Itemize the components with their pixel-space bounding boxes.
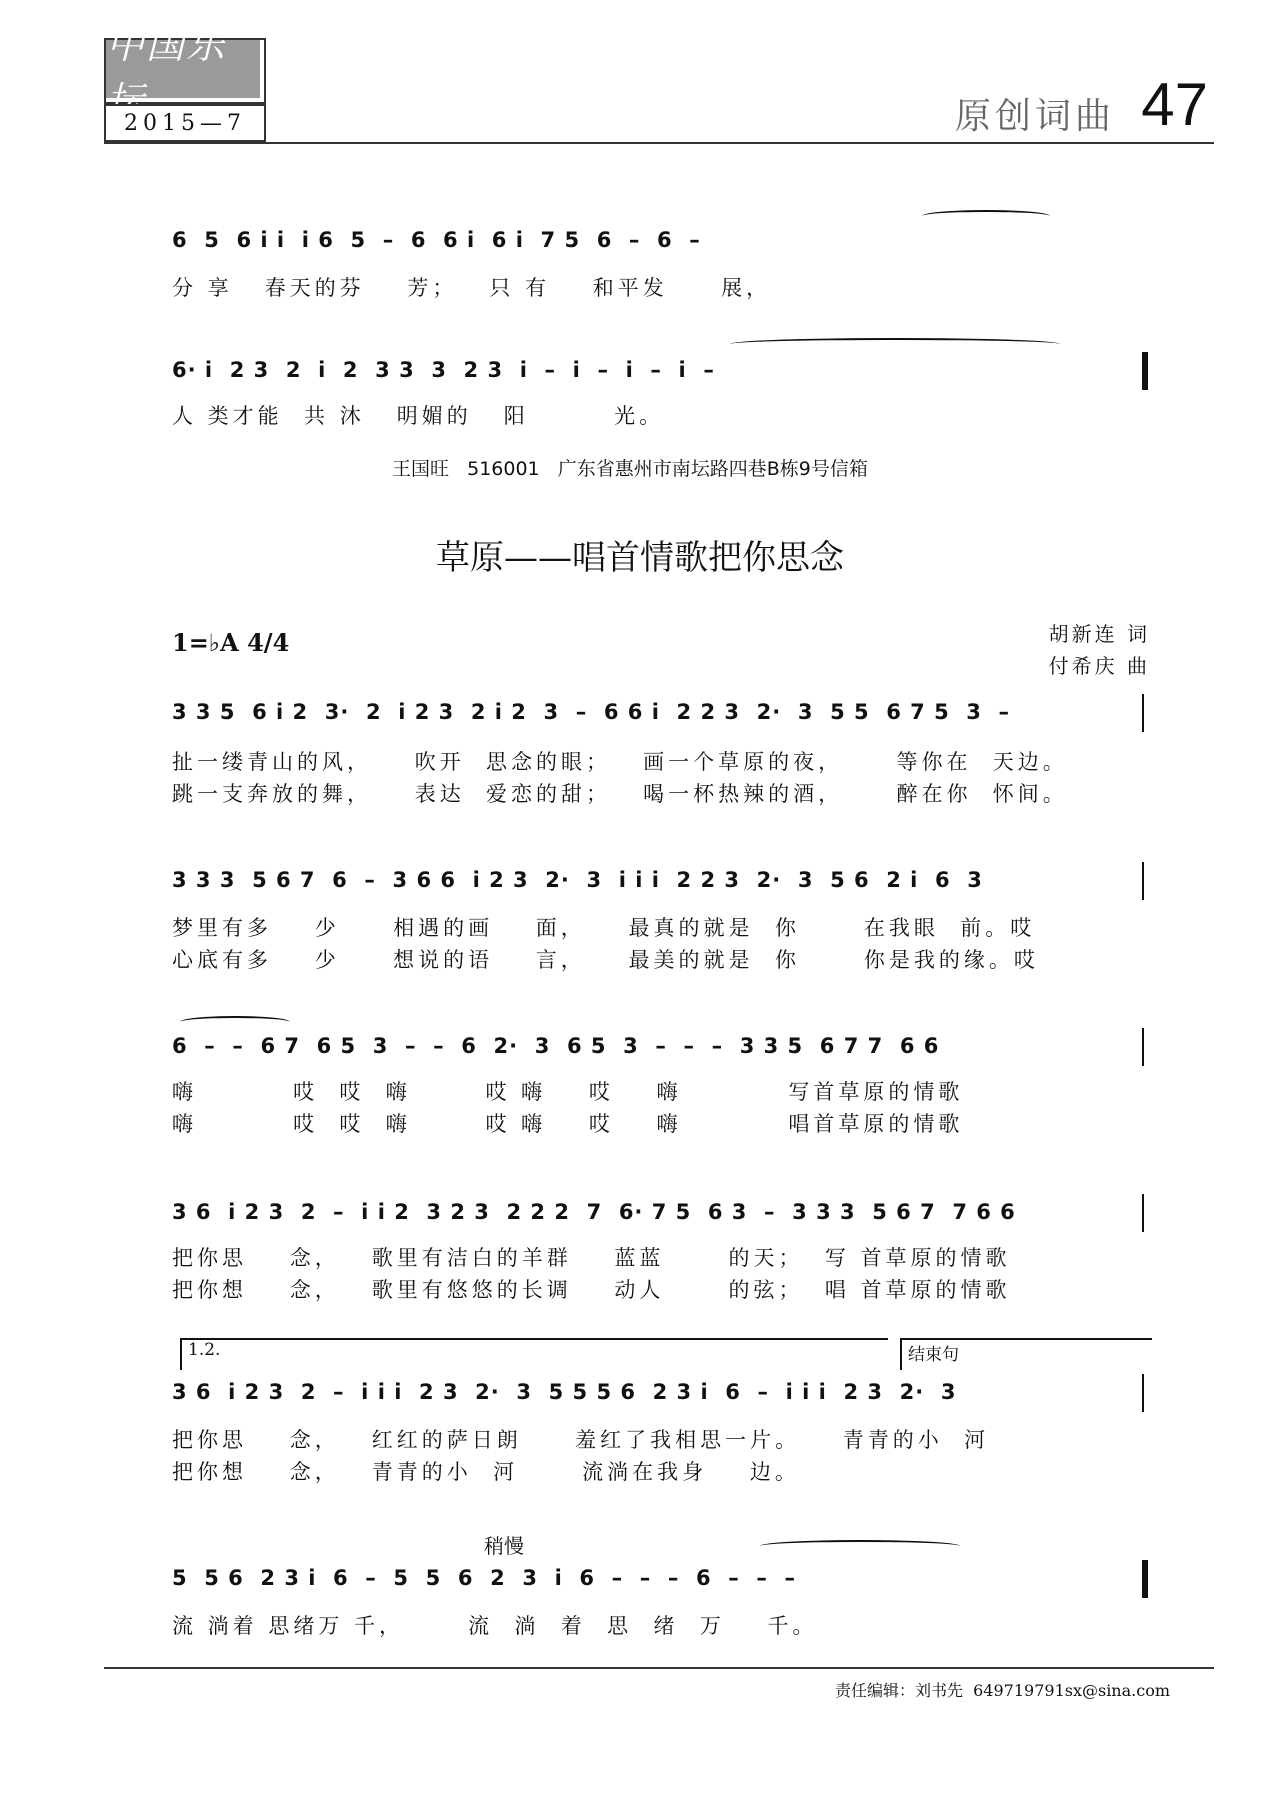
barline bbox=[1142, 1028, 1144, 1066]
score-row-5-lyrics-verse-1: 把你思 念， 红红的萨日朗 羞红了我相思一片。 青青的小 河 bbox=[172, 1428, 990, 1452]
key-signature: 1=♭A 4/4 bbox=[172, 628, 290, 657]
score-row-4-notes: 3 6 i 2 3 2 – i i 2 3 2 3 2 2 2 7 6· 7 5 6 3 – 3 3 3 5 6 7 7 6 6 bbox=[172, 1200, 1016, 1224]
score-row-4-lyrics-verse-2: 把你想 念， 歌里有悠悠的长调 动人 的弦； 唱 首草原的情歌 bbox=[172, 1278, 1011, 1302]
score-row-1-notes: 3 3 5 6 i 2 3· 2 i 2 3 2 i 2 3 – 6 6 i 2 2 3 2· 3 5 5 6 7 5 3 – bbox=[172, 700, 1011, 724]
ending-bracket bbox=[900, 1338, 1152, 1370]
score-row-3-lyrics-verse-1: 嗨 哎 哎 嗨 哎 嗨 哎 嗨 写首草原的情歌 bbox=[172, 1080, 964, 1104]
lyricist-credit: 胡新连 词 bbox=[1048, 622, 1150, 646]
tie bbox=[180, 1016, 290, 1028]
score-row-2-lyrics-verse-1: 梦里有多 少 相遇的画 面， 最真的就是 你 在我眼 前。哎 bbox=[172, 916, 1036, 940]
barline bbox=[1142, 1194, 1144, 1232]
editor-email: 649719791sx@sina.com bbox=[973, 1681, 1170, 1700]
volta-bracket bbox=[180, 1338, 888, 1370]
editor-label: 责任编辑：刘书先 bbox=[834, 1681, 963, 1700]
score-row-5-lyrics-verse-2: 把你想 念， 青青的小 河 流淌在我身 边。 bbox=[172, 1460, 800, 1484]
tempo-marking: 稍慢 bbox=[484, 1534, 524, 1558]
tie bbox=[922, 210, 1050, 222]
section-title: 原创词曲 bbox=[954, 96, 1115, 137]
prev-song-author-address: 王国旺 516001 广东省惠州市南坛路四巷B栋9号信箱 bbox=[392, 458, 868, 480]
page-number: 47 bbox=[1141, 71, 1208, 138]
footer-rule bbox=[104, 1667, 1214, 1669]
tie bbox=[760, 1540, 960, 1552]
score-row-5-notes: 3 6 i 2 3 2 – i i i 2 3 2· 3 5 5 5 6 2 3 i 6 – i i i 2 3 2· 3 bbox=[172, 1380, 957, 1404]
footer-editor bbox=[835, 1678, 1170, 1701]
prev-song-row-1-lyrics: 分 享 春天的芬 芳； 只 有 和平发 展， bbox=[172, 276, 772, 300]
prev-song-row-2-lyrics: 人 类才能 共 沐 明媚的 阳 光。 bbox=[172, 404, 665, 428]
score-row-6-lyrics: 流 淌着 思绪万 千， 流 淌 着 思 绪 万 千。 bbox=[172, 1614, 818, 1638]
score-row-1-lyrics-verse-2: 跳一支奔放的舞， 表达 爱恋的甜； 喝一杯热辣的酒， 醉在你 怀间。 bbox=[172, 782, 1068, 806]
score-row-3-notes: 6 – – 6 7 6 5 3 – – 6 2· 3 6 5 3 – – – 3 3 5 6 7 7 6 6 bbox=[172, 1034, 940, 1058]
barline bbox=[1142, 1374, 1144, 1412]
magazine-logo: 中国乐坛 bbox=[106, 40, 260, 98]
song-title: 草原——唱首情歌把你思念 bbox=[436, 538, 844, 578]
header-rule bbox=[104, 142, 1214, 144]
score-row-4-lyrics-verse-1: 把你思 念， 歌里有洁白的羊群 蓝蓝 的天； 写 首草原的情歌 bbox=[172, 1246, 1011, 1270]
volta-label: 1.2. bbox=[188, 1340, 221, 1360]
prev-song-row-1-notes: 6 5 6 i i i 6 5 – 6 6 i 6 i 7 5 6 – 6 – bbox=[172, 228, 701, 252]
score-row-1-lyrics-verse-1: 扯一缕青山的风， 吹开 思念的眼； 画一个草原的夜， 等你在 天边。 bbox=[172, 750, 1068, 774]
final-barline bbox=[1142, 352, 1148, 390]
prev-song-row-2-notes: 6· i 2 3 2 i 2 3 3 3 2 3 i – i – i – i – bbox=[172, 358, 715, 382]
composer-credit: 付希庆 曲 bbox=[1048, 654, 1150, 678]
issue-number: 2015—7 bbox=[104, 104, 266, 142]
score-row-2-notes: 3 3 3 5 6 7 6 – 3 6 6 i 2 3 2· 3 i i i 2 2 3 2· 3 5 6 2 i 6 3 bbox=[172, 868, 983, 892]
tie bbox=[730, 338, 1060, 350]
score-row-2-lyrics-verse-2: 心底有多 少 想说的语 言， 最美的就是 你 你是我的缘。哎 bbox=[172, 948, 1039, 972]
final-barline bbox=[1142, 1560, 1148, 1598]
barline bbox=[1142, 694, 1144, 732]
score-row-6-notes: 5 5 6 2 3 i 6 – 5 5 6 2 3 i 6 – – – 6 – – – bbox=[172, 1566, 796, 1590]
barline bbox=[1142, 862, 1144, 900]
ending-label: 结束句 bbox=[908, 1345, 959, 1365]
score-row-3-lyrics-verse-2: 嗨 哎 哎 嗨 哎 嗨 哎 嗨 唱首草原的情歌 bbox=[172, 1112, 964, 1136]
